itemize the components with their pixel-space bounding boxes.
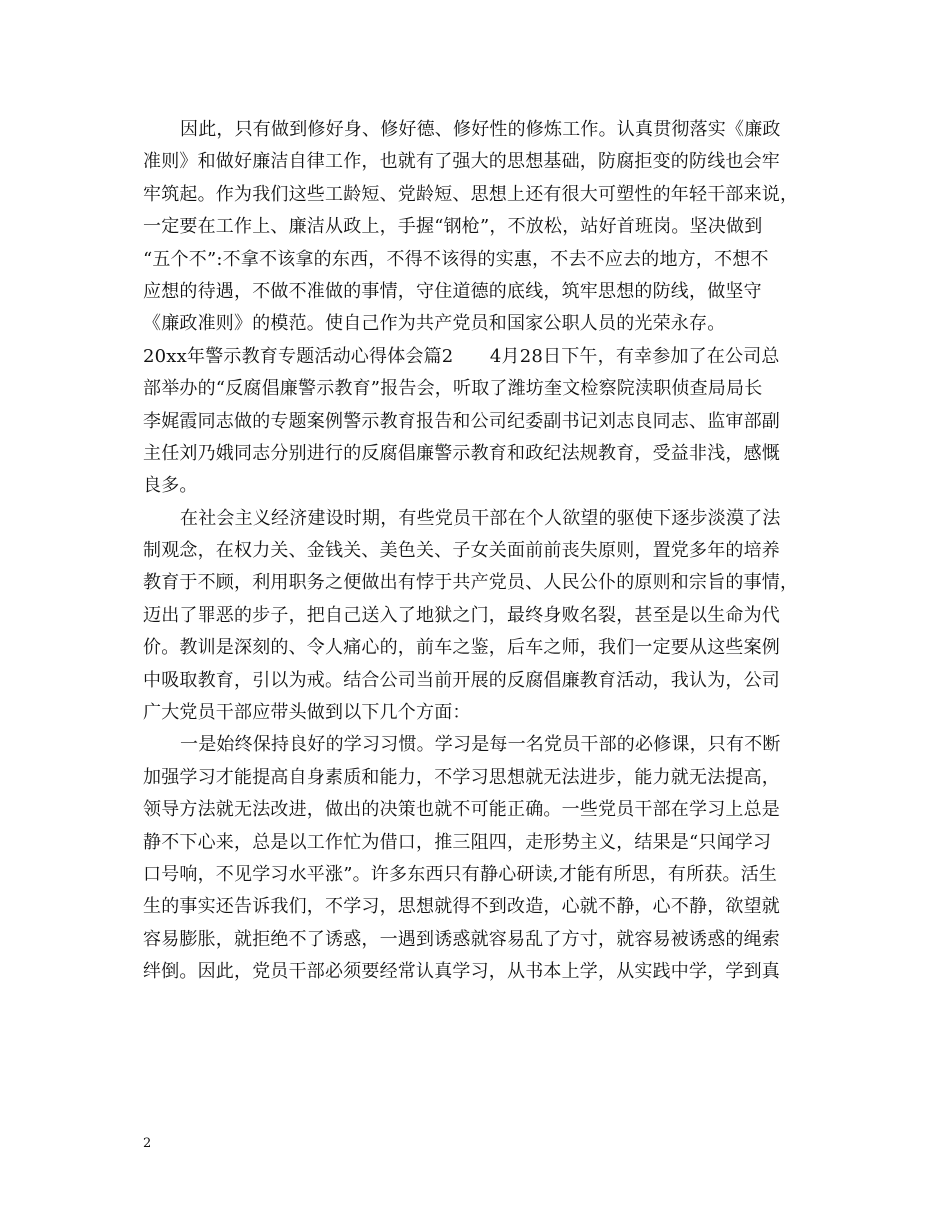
text-line: 教育于不顾，利用职务之便做出有悖于共产党员、人民公仆的原则和宗旨的事情，: [143, 572, 799, 594]
text-line: 因此，只有做到修好身、修好德、修好性的修炼工作。认真贯彻落实《廉政: [180, 119, 781, 140]
text-line: 中吸取教育，引以为戒。结合公司当前开展的反腐倡廉教育活动，我认为，公司: [143, 669, 780, 691]
text-line: 静不下心来，总是以工作忙为借口，推三阻四，走形势主义，结果是“只闻学习: [143, 831, 772, 853]
text-line: 制观念，在权力关、金钱关、美色关、子女关面前前丧失原则，置党多年的培养: [143, 540, 780, 562]
text-line: 价。教训是深刻的、令人痛心的，前车之鉴，后车之师，我们一定要从这些案例: [143, 637, 780, 659]
body-text: [143, 114, 823, 989]
text-line: 牢筑起。作为我们这些工龄短、党龄短、思想上还有很大可塑性的年轻干部来说，: [143, 183, 799, 205]
text-line: 迈出了罪恶的步子，把自己送入了地狱之门，最终身败名裂，甚至是以生命为代: [143, 604, 780, 626]
text-line: 应想的待遇，不做不准做的事情，守住道德的底线，筑牢思想的防线，做坚守: [143, 280, 762, 302]
text-line: 《廉政准则》的模范。使自己作为共产党员和国家公职人员的光荣永存。: [143, 313, 726, 335]
text-line: 加强学习才能提高自身素质和能力，不学习思想就无法进步，能力就无法提高，: [143, 766, 780, 788]
text-line: 部举办的“反腐倡廉警示教育”报告会，听取了潍坊奎文检察院渎职侦查局局长: [143, 378, 763, 400]
text-line: 李娓霞同志做的专题案例警示教育报告和公司纪委副书记刘志良同志、监审部副: [143, 410, 780, 432]
text-line: 主任刘乃娥同志分别进行的反腐倡廉警示教育和政纪法规教育，受益非浅，感慨: [143, 442, 780, 464]
text-line: 口号响，不见学习水平涨”。许多东西只有静心研读,才能有所思，有所获。活生: [143, 863, 778, 885]
text-line: 准则》和做好廉洁自律工作，也就有了强大的思想基础，防腐拒变的防线也会牢: [143, 151, 780, 173]
page-number: 2: [143, 1136, 152, 1151]
text-line: 容易膨胀，就拒绝不了诱惑，一遇到诱惑就容易乱了方寸，就容易被诱惑的绳索: [143, 928, 780, 950]
text-line: 生的事实还告诉我们，不学习，思想就得不到改造，心就不静，心不静，欲望就: [143, 896, 780, 918]
text-line: 广大党员干部应带头做到以下几个方面：: [143, 702, 471, 724]
section-heading-line: 20xx年警示教育专题活动心得体会篇2 4月28日下午，有幸参加了在公司总: [143, 345, 780, 367]
text-line: 良多。: [143, 475, 198, 497]
text-line: “五个不”:不拿不该拿的东西，不得不该得的实惠，不去不应去的地方，不想不: [143, 248, 769, 270]
text-line: 领导方法就无法改进，做出的决策也就不可能正确。一些党员干部在学习上总是: [143, 799, 780, 821]
text-line: 一是始终保持良好的学习习惯。学习是每一名党员干部的必修课，只有不断: [180, 734, 781, 756]
text-line: 一定要在工作上、廉洁从政上，手握“钢枪”，不放松，站好首班岗。坚决做到: [143, 216, 763, 238]
text-line: 绊倒。因此，党员干部必须要经常认真学习，从书本上学，从实践中学，学到真: [143, 961, 780, 983]
text-line: 在社会主义经济建设时期，有些党员干部在个人欲望的驱使下逐步淡漠了法: [180, 507, 781, 529]
